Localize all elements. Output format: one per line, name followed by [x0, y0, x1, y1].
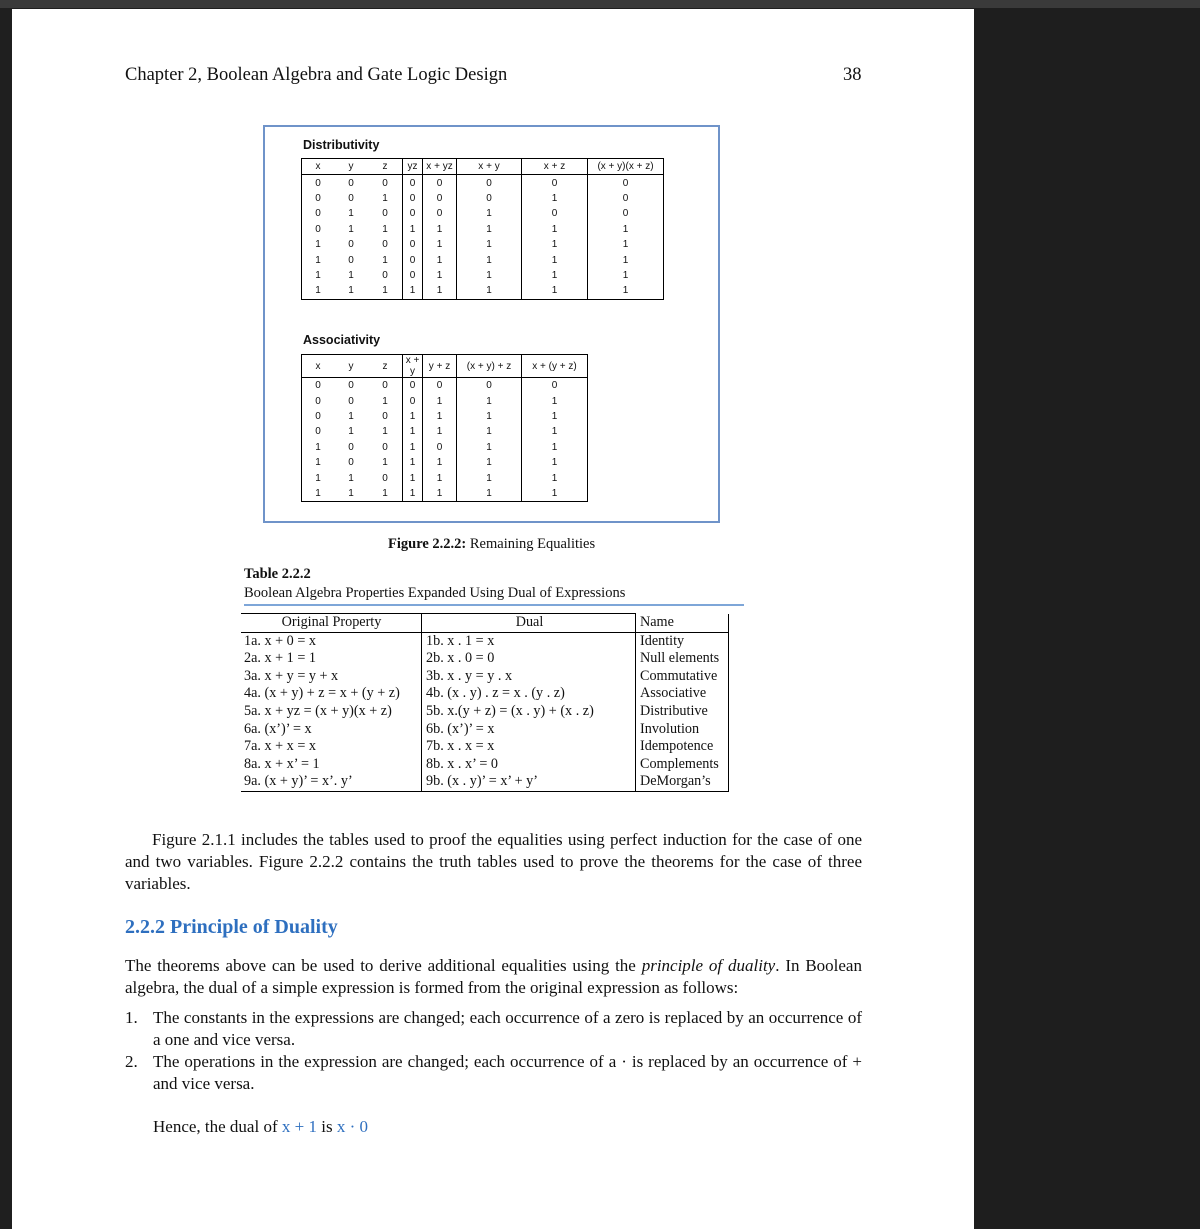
example-dual-expression: x · 0	[336, 1117, 368, 1136]
paragraph-example	[153, 1117, 368, 1137]
table-cell: 1	[588, 237, 664, 252]
table-cell: 1	[403, 424, 423, 439]
table-cell: 0	[588, 191, 664, 206]
table-cell: 0	[522, 206, 588, 221]
table-cell: 1	[522, 283, 588, 299]
table-cell: 1	[457, 237, 522, 252]
section-title: 2.2.2 Principle of Duality	[125, 916, 338, 938]
column-header: (x + y) + z	[457, 355, 522, 378]
table-cell: 1	[588, 283, 664, 299]
table-cell: Commutative	[636, 668, 729, 686]
table-cell: 1	[588, 268, 664, 283]
distributivity-table	[301, 158, 664, 300]
table-cell: 1	[522, 237, 588, 252]
table-cell: 0	[457, 378, 522, 394]
table-cell: 3a. x + y = y + x	[241, 668, 422, 686]
table-row	[302, 409, 588, 424]
table-cell: 1	[522, 455, 588, 470]
viewer-background	[974, 8, 1200, 1229]
column-header: x + (y + z)	[522, 355, 588, 378]
column-header: y	[334, 355, 368, 378]
table-cell: 1	[522, 470, 588, 485]
table-cell: 1	[348, 472, 354, 484]
table-cell: 0	[403, 268, 423, 283]
table-rule	[244, 604, 744, 606]
paragraph-figures: Figure 2.1.1 includes the tables used to proof the equalities using perfect induction for the case of one and two variables. Figure 2.2.2 contains the truth tables used to prove the theorems for the case of three variables.	[125, 830, 862, 893]
table-cell: 2a. x + 1 = 1	[241, 650, 422, 668]
table-row	[302, 191, 664, 206]
column-header: x + y	[403, 355, 423, 378]
table-cell: 0	[423, 440, 457, 455]
table-cell: 1	[302, 486, 335, 502]
table-cell: 0	[302, 409, 335, 424]
table-cell: 1	[457, 393, 522, 408]
table-row	[302, 237, 664, 252]
table-cell: 1	[522, 424, 588, 439]
table-cell: 1	[457, 470, 522, 485]
table-cell: 1	[302, 283, 335, 299]
table-row	[302, 268, 664, 283]
figure-caption-text: Remaining Equalities	[469, 536, 596, 552]
table-cell: 1	[403, 470, 423, 485]
table-cell: 1	[403, 440, 423, 455]
table-row	[241, 650, 729, 668]
table-cell: 1	[457, 424, 522, 439]
table-cell: Idempotence	[636, 738, 729, 756]
table-cell: 0	[368, 440, 403, 455]
table-row	[241, 632, 729, 650]
figure-caption	[388, 536, 595, 553]
table-cell: 0	[368, 237, 403, 252]
document-page	[12, 9, 974, 1229]
table-header-row	[241, 614, 729, 633]
table-cell: Complements	[636, 756, 729, 774]
table-cell: 1	[588, 252, 664, 267]
table-cell: 4b. (x . y) . z = x . (y . z)	[422, 685, 636, 703]
top-bar	[0, 0, 1200, 8]
table-cell: 0	[368, 378, 403, 394]
table-cell: 1	[457, 455, 522, 470]
example-expression: x + 1	[281, 1117, 317, 1136]
table-cell: 1	[334, 283, 368, 299]
column-header: x + yz	[423, 159, 457, 175]
table-cell: DeMorgan’s	[636, 773, 729, 791]
table-cell: 1	[302, 268, 335, 283]
table-row	[241, 756, 729, 774]
list-item	[125, 1007, 862, 1051]
table-cell: 1	[423, 268, 457, 283]
table-cell: 1	[423, 424, 457, 439]
table-cell: 1	[457, 486, 522, 502]
table-cell: 0	[348, 177, 354, 189]
column-header: Dual	[422, 614, 636, 633]
table-cell: 1	[403, 283, 423, 299]
table-cell: 0	[522, 378, 588, 394]
table-row	[241, 773, 729, 791]
table-cell: 1	[348, 410, 354, 422]
table-cell: 0	[348, 457, 354, 469]
table-cell: 1	[368, 455, 403, 470]
table-row	[241, 668, 729, 686]
table-cell: 1	[423, 455, 457, 470]
table-cell: 1	[348, 223, 354, 235]
table-cell: Identity	[636, 632, 729, 650]
table-cell: 0	[348, 254, 354, 266]
table-cell: Involution	[636, 721, 729, 739]
table-row	[302, 486, 588, 502]
table-cell: 0	[302, 424, 335, 439]
column-header: Original Property	[241, 614, 422, 633]
table-cell: 0	[348, 441, 354, 453]
table-cell: 0	[348, 239, 354, 251]
table-cell: 1	[368, 393, 403, 408]
table-cell: 1	[302, 455, 335, 470]
table-cell: 0	[302, 393, 335, 408]
table-cell: 1	[423, 237, 457, 252]
table-cell: 5b. x.(y + z) = (x . y) + (x . z)	[422, 703, 636, 721]
table-cell: 0	[588, 206, 664, 221]
table-cell: 0	[348, 192, 354, 204]
table-cell: 1	[423, 283, 457, 299]
table-cell: 1	[403, 486, 423, 502]
table-cell: 1	[457, 409, 522, 424]
table-row	[241, 721, 729, 739]
table-cell: 1	[302, 470, 335, 485]
example-text-mid: is	[316, 1117, 337, 1136]
table-cell: 5a. x + yz = (x + y)(x + z)	[241, 703, 422, 721]
table-cell: 1	[368, 486, 403, 502]
table-cell: 0	[457, 175, 522, 191]
table-cell: 1	[302, 237, 335, 252]
table-cell: 1	[522, 268, 588, 283]
table-cell: 0	[368, 268, 403, 283]
table-cell: 1	[423, 409, 457, 424]
table-cell: 1a. x + 0 = x	[241, 632, 422, 650]
list-number: 1.	[125, 1008, 138, 1027]
column-header: z	[368, 355, 403, 378]
column-header: y	[334, 159, 368, 175]
table-cell: 0	[302, 378, 335, 394]
table-cell: 7b. x . x = x	[422, 738, 636, 756]
table-cell: 1	[368, 283, 403, 299]
table-cell: 0	[302, 222, 335, 237]
table-cell: 1	[457, 283, 522, 299]
table-cell: 1	[348, 426, 354, 438]
duality-text-after: . In Boolean algebra, the dual of a simple expression is formed from the original expression as follows:	[125, 956, 862, 997]
column-header: x + z	[522, 159, 588, 175]
table-cell: 1b. x . 1 = x	[422, 632, 636, 650]
associativity-title: Associativity	[303, 333, 381, 347]
table-cell: 0	[302, 175, 335, 191]
column-header: Name	[636, 614, 729, 633]
table-cell: 1	[522, 440, 588, 455]
table-cell: Associative	[636, 685, 729, 703]
table-cell: 0	[423, 206, 457, 221]
list-text: The constants in the expressions are changed; each occurrence of a zero is replaced by an occurrence of a one and vice versa.	[153, 1008, 862, 1049]
table-cell: 1	[588, 222, 664, 237]
table-row	[302, 206, 664, 221]
column-header: x + y	[457, 159, 522, 175]
table-cell: 1	[423, 252, 457, 267]
table-cell: 0	[368, 409, 403, 424]
column-header: x	[302, 355, 335, 378]
table-row	[302, 455, 588, 470]
column-header: yz	[403, 159, 423, 175]
table-row	[302, 440, 588, 455]
table-cell: Null elements	[636, 650, 729, 668]
table-cell: 1	[423, 222, 457, 237]
table-cell: 9a. (x + y)’ = x’. y’	[241, 773, 422, 791]
table-cell: 1	[423, 470, 457, 485]
table-cell: 8b. x . x’ = 0	[422, 756, 636, 774]
list-text: The operations in the expression are changed; each occurrence of a · is replaced by an occurrence of + and vice versa.	[153, 1052, 862, 1093]
table-cell: 1	[457, 440, 522, 455]
table-cell: 6a. (x’)’ = x	[241, 721, 422, 739]
table-cell: 3b. x . y = y . x	[422, 668, 636, 686]
table-cell: 1	[457, 268, 522, 283]
example-text-before: Hence, the dual of	[153, 1117, 282, 1136]
table-cell: 1	[368, 222, 403, 237]
table-row	[302, 424, 588, 439]
table-cell: 0	[403, 206, 423, 221]
paragraph-duality	[125, 955, 862, 999]
table-cell: 6b. (x’)’ = x	[422, 721, 636, 739]
table-row	[302, 283, 664, 299]
page-number: 38	[843, 65, 862, 85]
table-cell: 0	[522, 175, 588, 191]
table-cell: 0	[423, 191, 457, 206]
table-row	[302, 175, 664, 191]
table-row	[241, 685, 729, 703]
table-cell: 0	[423, 378, 457, 394]
table-row	[241, 738, 729, 756]
table-cell: 0	[403, 237, 423, 252]
column-header: (x + y)(x + z)	[588, 159, 664, 175]
table-cell: 1	[348, 269, 354, 281]
table-cell: 1	[457, 252, 522, 267]
table-cell: 4a. (x + y) + z = x + (y + z)	[241, 685, 422, 703]
table-cell: 1	[403, 409, 423, 424]
table-cell: 0	[368, 175, 403, 191]
table-cell: 1	[368, 252, 403, 267]
table-cell: 0	[423, 175, 457, 191]
figure-box	[263, 125, 720, 523]
table-cell: 1	[403, 222, 423, 237]
table-cell: 2b. x . 0 = 0	[422, 650, 636, 668]
table-cell: 9b. (x . y)’ = x’ + y’	[422, 773, 636, 791]
table-cell: 1	[522, 486, 588, 502]
table-cell: 1	[368, 191, 403, 206]
table-cell: 0	[457, 191, 522, 206]
table-row	[302, 252, 664, 267]
duality-text-before: The theorems above can be used to derive additional equalities using the	[125, 956, 642, 975]
table-cell: 1	[522, 393, 588, 408]
table-cell: 1	[457, 206, 522, 221]
chapter-header: Chapter 2, Boolean Algebra and Gate Logic Design	[125, 65, 508, 85]
table-cell: 1	[302, 252, 335, 267]
table-cell: 0	[302, 206, 335, 221]
table-cell: 1	[522, 191, 588, 206]
table-cell: 0	[368, 206, 403, 221]
table-cell: 0	[368, 470, 403, 485]
table-cell: 1	[368, 424, 403, 439]
column-header: z	[368, 159, 403, 175]
column-header: x	[302, 159, 335, 175]
table-cell: 1	[423, 393, 457, 408]
table-cell: 0	[302, 191, 335, 206]
table-row	[302, 470, 588, 485]
table-cell: 1	[522, 252, 588, 267]
distributivity-title: Distributivity	[303, 138, 380, 152]
table-cell: 1	[522, 409, 588, 424]
table-cell: 1	[348, 208, 354, 220]
table-cell: 1	[423, 486, 457, 502]
table-row	[241, 703, 729, 721]
properties-table	[241, 613, 729, 792]
table-cell: 1	[522, 222, 588, 237]
table-cell: 1	[457, 222, 522, 237]
table-title: Table 2.2.2	[244, 566, 311, 582]
table-cell: 7a. x + x = x	[241, 738, 422, 756]
associativity-table	[301, 354, 588, 502]
table-cell: 0	[403, 175, 423, 191]
table-cell: 1	[334, 486, 368, 502]
table-cell: 1	[302, 440, 335, 455]
table-row	[302, 393, 588, 408]
table-cell: 8a. x + x’ = 1	[241, 756, 422, 774]
table-cell: 0	[403, 393, 423, 408]
table-subtitle: Boolean Algebra Properties Expanded Using Dual of Expressions	[244, 585, 626, 601]
list-number: 2.	[125, 1052, 138, 1071]
duality-term: principle of duality	[641, 956, 776, 975]
table-cell: 0	[403, 252, 423, 267]
table-row	[302, 378, 588, 394]
list-item	[125, 1051, 862, 1095]
figure-caption-label: Figure 2.2.2:	[388, 536, 467, 552]
table-row	[302, 222, 664, 237]
table-cell: Distributive	[636, 703, 729, 721]
table-cell: 0	[403, 378, 423, 394]
table-cell: 0	[348, 380, 354, 392]
table-cell: 0	[588, 175, 664, 191]
table-cell: 0	[348, 395, 354, 407]
column-header: y + z	[423, 355, 457, 378]
table-cell: 1	[403, 455, 423, 470]
table-cell: 0	[403, 191, 423, 206]
